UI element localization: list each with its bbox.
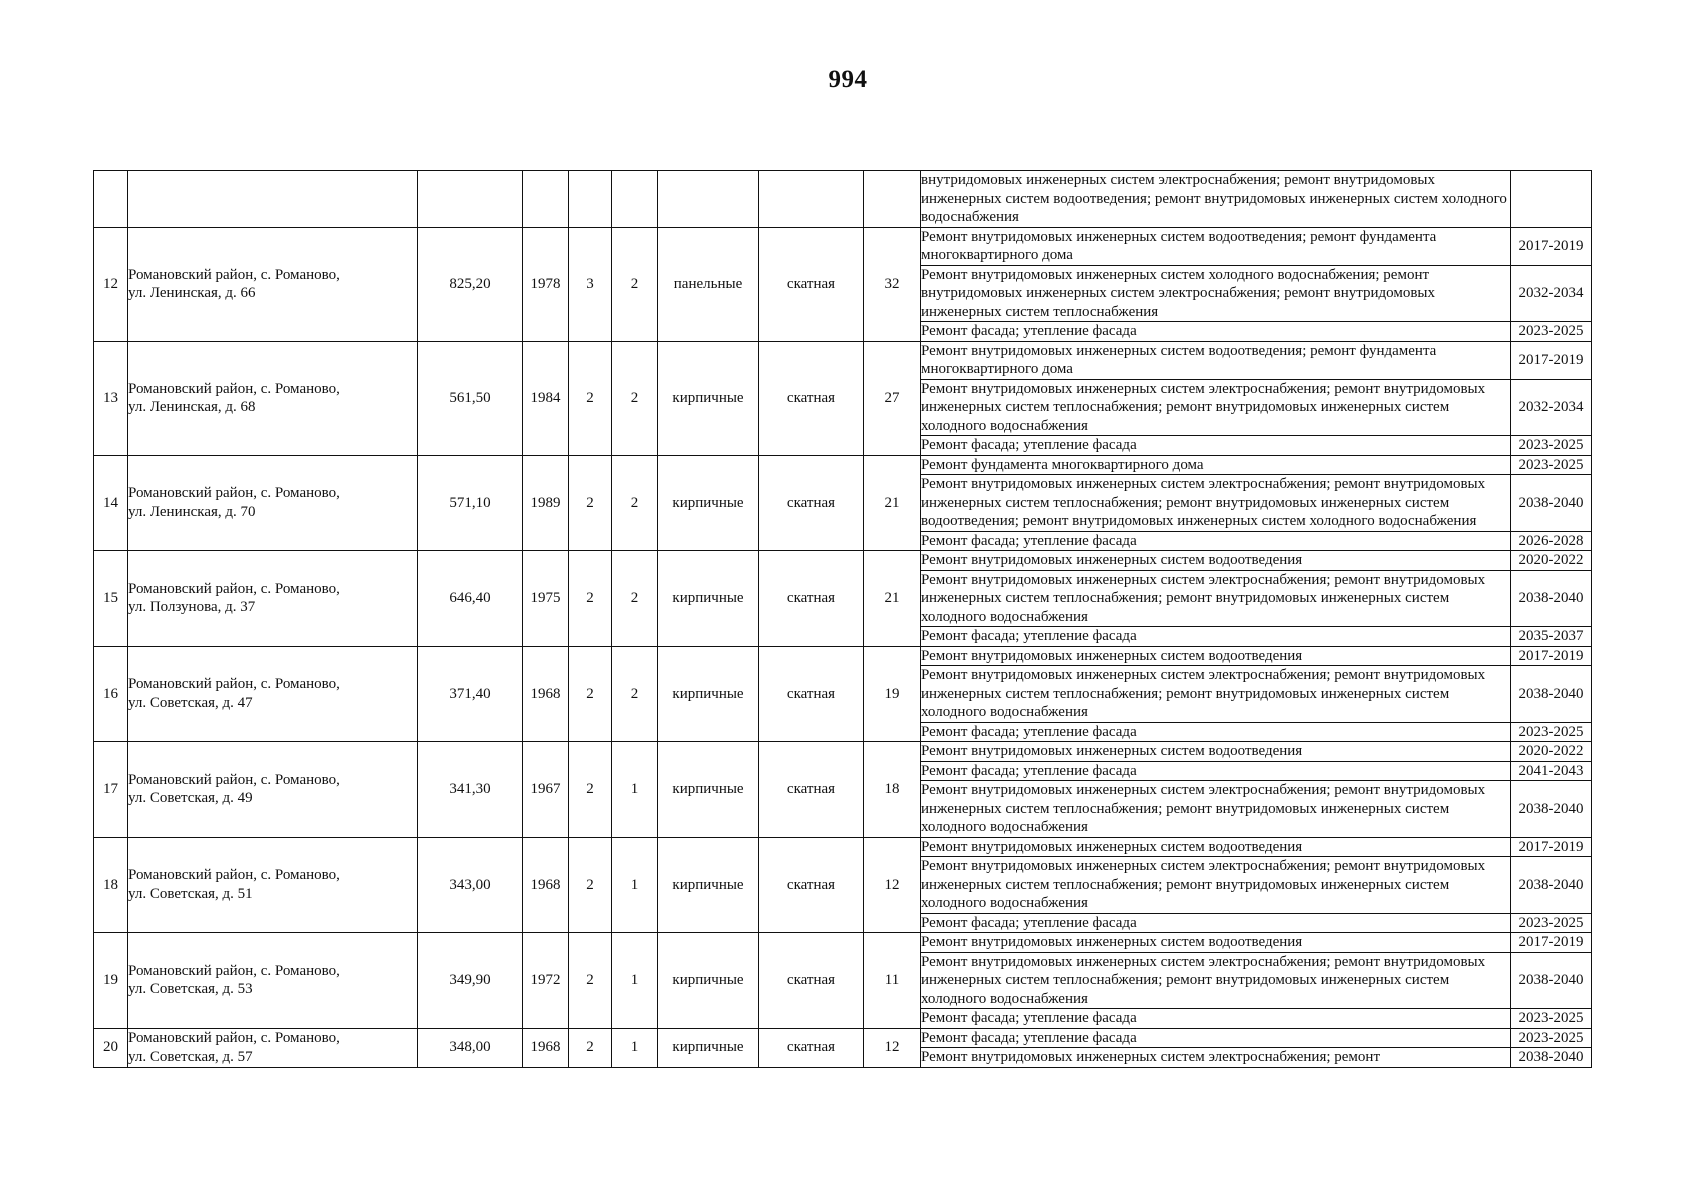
work-description: Ремонт фасада; утепление фасада xyxy=(921,627,1511,647)
apartments-count: 32 xyxy=(864,227,921,341)
row-number: 19 xyxy=(94,933,128,1029)
roof-type: скатная xyxy=(759,837,864,933)
build-year: 1968 xyxy=(523,1028,569,1067)
roof-type: скатная xyxy=(759,933,864,1029)
floors-count: 2 xyxy=(569,742,612,838)
wall-material: кирпичные xyxy=(658,455,759,551)
work-period: 2038-2040 xyxy=(1511,1048,1592,1068)
work-description: Ремонт фасада; утепление фасада xyxy=(921,436,1511,456)
work-period: 2023-2025 xyxy=(1511,322,1592,342)
work-description: Ремонт внутридомовых инженерных систем водоотведения; ремонт фундамента многоквартирного дома xyxy=(921,227,1511,265)
wall-material: кирпичные xyxy=(658,742,759,838)
floors-count: 3 xyxy=(569,227,612,341)
entrances-count: 1 xyxy=(612,1028,658,1067)
entrances-count: 2 xyxy=(612,341,658,455)
building-row xyxy=(94,341,1592,379)
address-line: ул. Ленинская, д. 68 xyxy=(128,399,256,415)
row-number: 15 xyxy=(94,551,128,647)
apartments-count: 21 xyxy=(864,551,921,647)
entrances-count: 2 xyxy=(612,227,658,341)
cell-empty xyxy=(523,171,569,228)
build-year: 1975 xyxy=(523,551,569,647)
row-number: 18 xyxy=(94,837,128,933)
address-line: ул. Ленинская, д. 70 xyxy=(128,503,256,520)
total-area: 371,40 xyxy=(418,646,523,742)
wall-material: кирпичные xyxy=(658,551,759,647)
apartments-count: 12 xyxy=(864,837,921,933)
address-line: ул. Ленинская, д. 66 xyxy=(128,285,256,301)
work-description: Ремонт внутридомовых инженерных систем электроснабжения; ремонт внутридомовых инженерных систем теплоснабжения; ремонт внутридомовых инженерных систем холодного водоснабжения xyxy=(921,379,1511,436)
address-line: ул. Советская, д. 53 xyxy=(128,981,253,998)
work-period: 2023-2025 xyxy=(1511,436,1592,456)
address xyxy=(128,551,418,647)
entrances-count: 2 xyxy=(612,551,658,647)
floors-count: 2 xyxy=(569,837,612,933)
roof-type: скатная xyxy=(759,455,864,551)
row-number: 17 xyxy=(94,742,128,838)
build-year: 1968 xyxy=(523,837,569,933)
total-area: 348,00 xyxy=(418,1028,523,1067)
work-description: Ремонт внутридомовых инженерных систем электроснабжения; ремонт внутридомовых инженерных систем теплоснабжения; ремонт внутридомовых инженерных систем холодного водоснабжения xyxy=(921,666,1511,723)
cell-empty xyxy=(569,171,612,228)
building-row xyxy=(94,1028,1592,1048)
wall-material: кирпичные xyxy=(658,646,759,742)
building-row xyxy=(94,646,1592,666)
work-period: 2023-2025 xyxy=(1511,455,1592,475)
work-description: Ремонт фасада; утепление фасада xyxy=(921,531,1511,551)
work-description: Ремонт фасада; утепление фасада xyxy=(921,722,1511,742)
address-line: Романовский район, с. Романово, xyxy=(128,962,340,979)
building-row xyxy=(94,551,1592,571)
floors-count: 2 xyxy=(569,455,612,551)
work-period: 2017-2019 xyxy=(1511,933,1592,953)
building-row xyxy=(94,742,1592,762)
work-period: 2023-2025 xyxy=(1511,913,1592,933)
apartments-count: 18 xyxy=(864,742,921,838)
address-line: Романовский район, с. Романово, xyxy=(128,1030,340,1046)
work-period: 2017-2019 xyxy=(1511,646,1592,666)
wall-material: кирпичные xyxy=(658,933,759,1029)
address-line: Романовский район, с. Романово, xyxy=(128,380,340,397)
work-period: 2038-2040 xyxy=(1511,952,1592,1009)
entrances-count: 2 xyxy=(612,455,658,551)
roof-type: скатная xyxy=(759,341,864,455)
continuation-row xyxy=(94,171,1592,228)
building-row xyxy=(94,455,1592,475)
table-body xyxy=(94,171,1592,1068)
cell-empty xyxy=(658,171,759,228)
entrances-count: 1 xyxy=(612,933,658,1029)
work-period: 2023-2025 xyxy=(1511,1028,1592,1048)
apartments-count: 21 xyxy=(864,455,921,551)
wall-material: кирпичные xyxy=(658,341,759,455)
total-area: 561,50 xyxy=(418,341,523,455)
work-description: Ремонт фасада; утепление фасада xyxy=(921,322,1511,342)
work-description: Ремонт внутридомовых инженерных систем водоотведения; ремонт фундамента многоквартирного дома xyxy=(921,341,1511,379)
roof-type: скатная xyxy=(759,646,864,742)
roof-type: скатная xyxy=(759,551,864,647)
work-description: Ремонт внутридомовых инженерных систем водоотведения xyxy=(921,742,1511,762)
work-period: 2020-2022 xyxy=(1511,742,1592,762)
work-description: Ремонт фасада; утепление фасада xyxy=(921,761,1511,781)
total-area: 341,30 xyxy=(418,742,523,838)
work-period: 2023-2025 xyxy=(1511,1009,1592,1029)
apartments-count: 19 xyxy=(864,646,921,742)
page-number: 994 xyxy=(828,66,868,93)
address-line: Романовский район, с. Романово, xyxy=(128,485,340,502)
address xyxy=(128,837,418,933)
build-year: 1972 xyxy=(523,933,569,1029)
work-description: Ремонт внутридомовых инженерных систем электроснабжения; ремонт xyxy=(921,1048,1511,1068)
address-line: ул. Советская, д. 57 xyxy=(128,1048,253,1065)
address-line: ул. Советская, д. 47 xyxy=(128,694,253,711)
build-year: 1978 xyxy=(523,227,569,341)
floors-count: 2 xyxy=(569,551,612,647)
address-line: Романовский район, с. Романово, xyxy=(128,266,340,283)
total-area: 349,90 xyxy=(418,933,523,1029)
total-area: 825,20 xyxy=(418,227,523,341)
work-description: Ремонт фундамента многоквартирного дома xyxy=(921,455,1511,475)
work-description: Ремонт внутридомовых инженерных систем электроснабжения; ремонт внутридомовых инженерных систем теплоснабжения; ремонт внутридомовых инженерных систем холодного водоснабжения xyxy=(921,781,1511,838)
address-line: ул. Ползунова, д. 37 xyxy=(128,599,256,616)
work-period: 2017-2019 xyxy=(1511,227,1592,265)
work-description: Ремонт внутридомовых инженерных систем холодного водоснабжения; ремонт внутридомовых инженерных систем электроснабжения; ремонт внутридомовых инженерных систем теплоснабжения xyxy=(921,265,1511,322)
floors-count: 2 xyxy=(569,1028,612,1067)
total-area: 571,10 xyxy=(418,455,523,551)
build-year: 1967 xyxy=(523,742,569,838)
floors-count: 2 xyxy=(569,341,612,455)
roof-type: скатная xyxy=(759,227,864,341)
work-period: 2035-2037 xyxy=(1511,627,1592,647)
address xyxy=(128,455,418,551)
building-row xyxy=(94,837,1592,857)
work-period: 2032-2034 xyxy=(1511,265,1592,322)
entrances-count: 2 xyxy=(612,646,658,742)
row-number: 16 xyxy=(94,646,128,742)
build-year: 1989 xyxy=(523,455,569,551)
work-description: внутридомовых инженерных систем электроснабжения; ремонт внутридомовых инженерных систем водоотведения; ремонт внутридомовых инженерных систем холодного водоснабжения xyxy=(921,171,1511,228)
work-description: Ремонт внутридомовых инженерных систем электроснабжения; ремонт внутридомовых инженерных систем теплоснабжения; ремонт внутридомовых инженерных систем холодного водоснабжения xyxy=(921,570,1511,627)
cell-empty xyxy=(864,171,921,228)
build-year: 1968 xyxy=(523,646,569,742)
entrances-count: 1 xyxy=(612,837,658,933)
cell-empty xyxy=(612,171,658,228)
apartments-count: 12 xyxy=(864,1028,921,1067)
cell-empty xyxy=(418,171,523,228)
address-line: Романовский район, с. Романово, xyxy=(128,580,340,597)
work-period xyxy=(1511,171,1592,228)
work-description: Ремонт внутридомовых инженерных систем электроснабжения; ремонт внутридомовых инженерных систем теплоснабжения; ремонт внутридомовых инженерных систем водоотведения; ремонт внутридомовых инженерных систем холодного водоснабжения xyxy=(921,475,1511,532)
work-description: Ремонт внутридомовых инженерных систем электроснабжения; ремонт внутридомовых инженерных систем теплоснабжения; ремонт внутридомовых инженерных систем холодного водоснабжения xyxy=(921,857,1511,914)
work-description: Ремонт внутридомовых инженерных систем водоотведения xyxy=(921,646,1511,666)
row-number: 13 xyxy=(94,341,128,455)
row-number: 20 xyxy=(94,1028,128,1067)
work-period: 2041-2043 xyxy=(1511,761,1592,781)
address-line: ул. Советская, д. 51 xyxy=(128,885,253,902)
work-period: 2038-2040 xyxy=(1511,475,1592,532)
work-description: Ремонт внутридомовых инженерных систем водоотведения xyxy=(921,837,1511,857)
row-number: 14 xyxy=(94,455,128,551)
floors-count: 2 xyxy=(569,933,612,1029)
work-period: 2038-2040 xyxy=(1511,570,1592,627)
roof-type: скатная xyxy=(759,1028,864,1067)
wall-material: панельные xyxy=(658,227,759,341)
total-area: 646,40 xyxy=(418,551,523,647)
work-period: 2032-2034 xyxy=(1511,379,1592,436)
building-row xyxy=(94,227,1592,265)
roof-type: скатная xyxy=(759,742,864,838)
total-area: 343,00 xyxy=(418,837,523,933)
work-period: 2017-2019 xyxy=(1511,341,1592,379)
cell-empty xyxy=(128,171,418,228)
work-period: 2020-2022 xyxy=(1511,551,1592,571)
apartments-count: 27 xyxy=(864,341,921,455)
work-description: Ремонт внутридомовых инженерных систем водоотведения xyxy=(921,551,1511,571)
cell-empty xyxy=(759,171,864,228)
entrances-count: 1 xyxy=(612,742,658,838)
work-period: 2038-2040 xyxy=(1511,666,1592,723)
work-period: 2017-2019 xyxy=(1511,837,1592,857)
address xyxy=(128,742,418,838)
address xyxy=(128,341,418,455)
work-period: 2023-2025 xyxy=(1511,722,1592,742)
address-line: ул. Советская, д. 49 xyxy=(128,790,253,807)
building-row xyxy=(94,933,1592,953)
work-period: 2026-2028 xyxy=(1511,531,1592,551)
cell-empty xyxy=(94,171,128,228)
address xyxy=(128,1028,418,1067)
work-period: 2038-2040 xyxy=(1511,857,1592,914)
address-line: Романовский район, с. Романово, xyxy=(128,867,340,884)
wall-material: кирпичные xyxy=(658,837,759,933)
wall-material: кирпичные xyxy=(658,1028,759,1067)
work-period: 2038-2040 xyxy=(1511,781,1592,838)
apartments-count: 11 xyxy=(864,933,921,1029)
work-description: Ремонт внутридомовых инженерных систем водоотведения xyxy=(921,933,1511,953)
work-description: Ремонт фасада; утепление фасада xyxy=(921,1028,1511,1048)
work-description: Ремонт фасада; утепление фасада xyxy=(921,913,1511,933)
address xyxy=(128,227,418,341)
address-line: Романовский район, с. Романово, xyxy=(128,771,340,788)
address xyxy=(128,646,418,742)
housing-repair-table xyxy=(93,170,1592,1068)
floors-count: 2 xyxy=(569,646,612,742)
work-description: Ремонт внутридомовых инженерных систем электроснабжения; ремонт внутридомовых инженерных систем теплоснабжения; ремонт внутридомовых инженерных систем холодного водоснабжения xyxy=(921,952,1511,1009)
address-line: Романовский район, с. Романово, xyxy=(128,676,340,693)
work-description: Ремонт фасада; утепление фасада xyxy=(921,1009,1511,1029)
address xyxy=(128,933,418,1029)
build-year: 1984 xyxy=(523,341,569,455)
row-number: 12 xyxy=(94,227,128,341)
